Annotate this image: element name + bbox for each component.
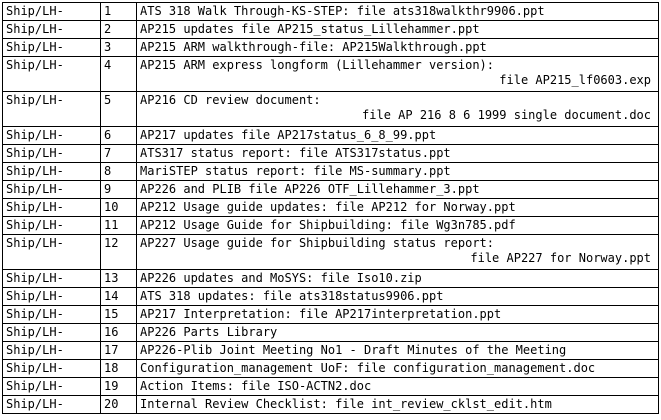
- item-number-cell: 2: [101, 21, 137, 39]
- item-number-cell: 8: [101, 163, 137, 181]
- source-cell: Ship/LH-: [3, 39, 101, 57]
- description-line: AP216 CD review document:: [140, 93, 321, 107]
- source-cell: Ship/LH-: [3, 324, 101, 342]
- description-cell: [137, 39, 659, 57]
- item-number-cell: 15: [101, 306, 137, 324]
- description-line: AP226 and PLIB file AP226 OTF_Lillehammer_3.ppt: [140, 182, 480, 196]
- item-number-cell: 7: [101, 145, 137, 163]
- description-line: AP226-Plib Joint Meeting No1 - Draft Minutes of the Meeting: [140, 343, 567, 357]
- source-cell: Ship/LH-: [3, 306, 101, 324]
- description-line: ATS 318 Walk Through-KS-STEP: file ats318walkthr9906.ppt: [140, 4, 545, 18]
- source-cell: Ship/LH-: [3, 181, 101, 199]
- source-cell: Ship/LH-: [3, 145, 101, 163]
- item-number-cell: 1: [101, 3, 137, 21]
- table-row: [3, 378, 659, 396]
- table-row: [3, 163, 659, 181]
- table-row: [3, 360, 659, 378]
- source-cell: Ship/LH-: [3, 21, 101, 39]
- description-line: AP226 Parts Library: [140, 325, 278, 339]
- item-number-cell: 13: [101, 270, 137, 288]
- description-cell: [137, 235, 659, 270]
- description-line: MariSTEP status report: file MS-summary.ppt: [140, 164, 451, 178]
- description-cell: [137, 57, 659, 92]
- source-cell: Ship/LH-: [3, 235, 101, 270]
- table-row: [3, 396, 659, 414]
- file-name-line: file AP227 for Norway.ppt: [470, 251, 651, 265]
- table-row: [3, 288, 659, 306]
- table-row: [3, 324, 659, 342]
- document-table-body: [3, 3, 659, 414]
- description-cell: [137, 199, 659, 217]
- description-line: AP217 updates file AP217status_6_8_99.ppt: [140, 128, 437, 142]
- description-cell: [137, 92, 659, 127]
- description-line: AP215 updates file AP215_status_Lillehammer.ppt: [140, 22, 480, 36]
- item-number-cell: 14: [101, 288, 137, 306]
- description-cell: [137, 163, 659, 181]
- item-number-cell: 12: [101, 235, 137, 270]
- description-line: AP215 ARM walkthrough-file: AP215Walkthrough.ppt: [140, 40, 487, 54]
- source-cell: Ship/LH-: [3, 92, 101, 127]
- source-cell: Ship/LH-: [3, 342, 101, 360]
- description-cell: [137, 288, 659, 306]
- description-cell: [137, 21, 659, 39]
- item-number-cell: 19: [101, 378, 137, 396]
- item-number-cell: 9: [101, 181, 137, 199]
- description-line: Configuration_management UoF: file configuration_management.doc: [140, 361, 596, 375]
- file-name-line: file AP215_lf0603.exp: [499, 73, 651, 87]
- item-number-cell: 18: [101, 360, 137, 378]
- source-cell: Ship/LH-: [3, 270, 101, 288]
- table-row: [3, 127, 659, 145]
- description-line: AP217 Interpretation: file AP217interpretation.ppt: [140, 307, 502, 321]
- description-line: ATS 318 updates: file ats318status9906.ppt: [140, 289, 444, 303]
- description-cell: [137, 217, 659, 235]
- item-number-cell: 11: [101, 217, 137, 235]
- source-cell: Ship/LH-: [3, 288, 101, 306]
- description-cell: [137, 378, 659, 396]
- source-cell: Ship/LH-: [3, 360, 101, 378]
- description-cell: [137, 3, 659, 21]
- table-row: [3, 270, 659, 288]
- description-cell: [137, 270, 659, 288]
- description-cell: [137, 145, 659, 163]
- description-cell: [137, 360, 659, 378]
- table-row: [3, 145, 659, 163]
- table-row: [3, 306, 659, 324]
- description-line: AP212 Usage Guide for Shipbuilding: file Wg3n785.pdf: [140, 218, 516, 232]
- item-number-cell: 17: [101, 342, 137, 360]
- description-cell: [137, 396, 659, 414]
- document-table: [2, 2, 659, 414]
- source-cell: Ship/LH-: [3, 217, 101, 235]
- item-number-cell: 3: [101, 39, 137, 57]
- description-line: AP227 Usage guide for Shipbuilding status report:: [140, 236, 495, 250]
- table-row: [3, 21, 659, 39]
- table-row: [3, 39, 659, 57]
- source-cell: Ship/LH-: [3, 3, 101, 21]
- table-row: [3, 342, 659, 360]
- description-cell: [137, 324, 659, 342]
- table-row: [3, 57, 659, 92]
- item-number-cell: 20: [101, 396, 137, 414]
- source-cell: Ship/LH-: [3, 57, 101, 92]
- description-line: Internal Review Checklist: file int_review_cklst_edit.htm: [140, 397, 552, 411]
- item-number-cell: 16: [101, 324, 137, 342]
- description-cell: [137, 127, 659, 145]
- source-cell: Ship/LH-: [3, 127, 101, 145]
- description-cell: [137, 181, 659, 199]
- description-cell: [137, 342, 659, 360]
- table-row: [3, 181, 659, 199]
- source-cell: Ship/LH-: [3, 396, 101, 414]
- source-cell: Ship/LH-: [3, 199, 101, 217]
- item-number-cell: 10: [101, 199, 137, 217]
- description-line: AP212 Usage guide updates: file AP212 for Norway.ppt: [140, 200, 516, 214]
- description-cell: [137, 306, 659, 324]
- description-line: Action Items: file ISO-ACTN2.doc: [140, 379, 372, 393]
- description-line: ATS317 status report: file ATS317status.ppt: [140, 146, 451, 160]
- file-name-line: file AP 216 8 6 1999 single document.doc: [362, 108, 651, 122]
- item-number-cell: 6: [101, 127, 137, 145]
- table-row: [3, 3, 659, 21]
- table-row: [3, 235, 659, 270]
- source-cell: Ship/LH-: [3, 163, 101, 181]
- table-row: [3, 217, 659, 235]
- table-row: [3, 92, 659, 127]
- item-number-cell: 4: [101, 57, 137, 92]
- item-number-cell: 5: [101, 92, 137, 127]
- description-line: AP226 updates and MoSYS: file Iso10.zip: [140, 271, 422, 285]
- source-cell: Ship/LH-: [3, 378, 101, 396]
- table-row: [3, 199, 659, 217]
- description-line: AP215 ARM express longform (Lillehammer version):: [140, 58, 495, 72]
